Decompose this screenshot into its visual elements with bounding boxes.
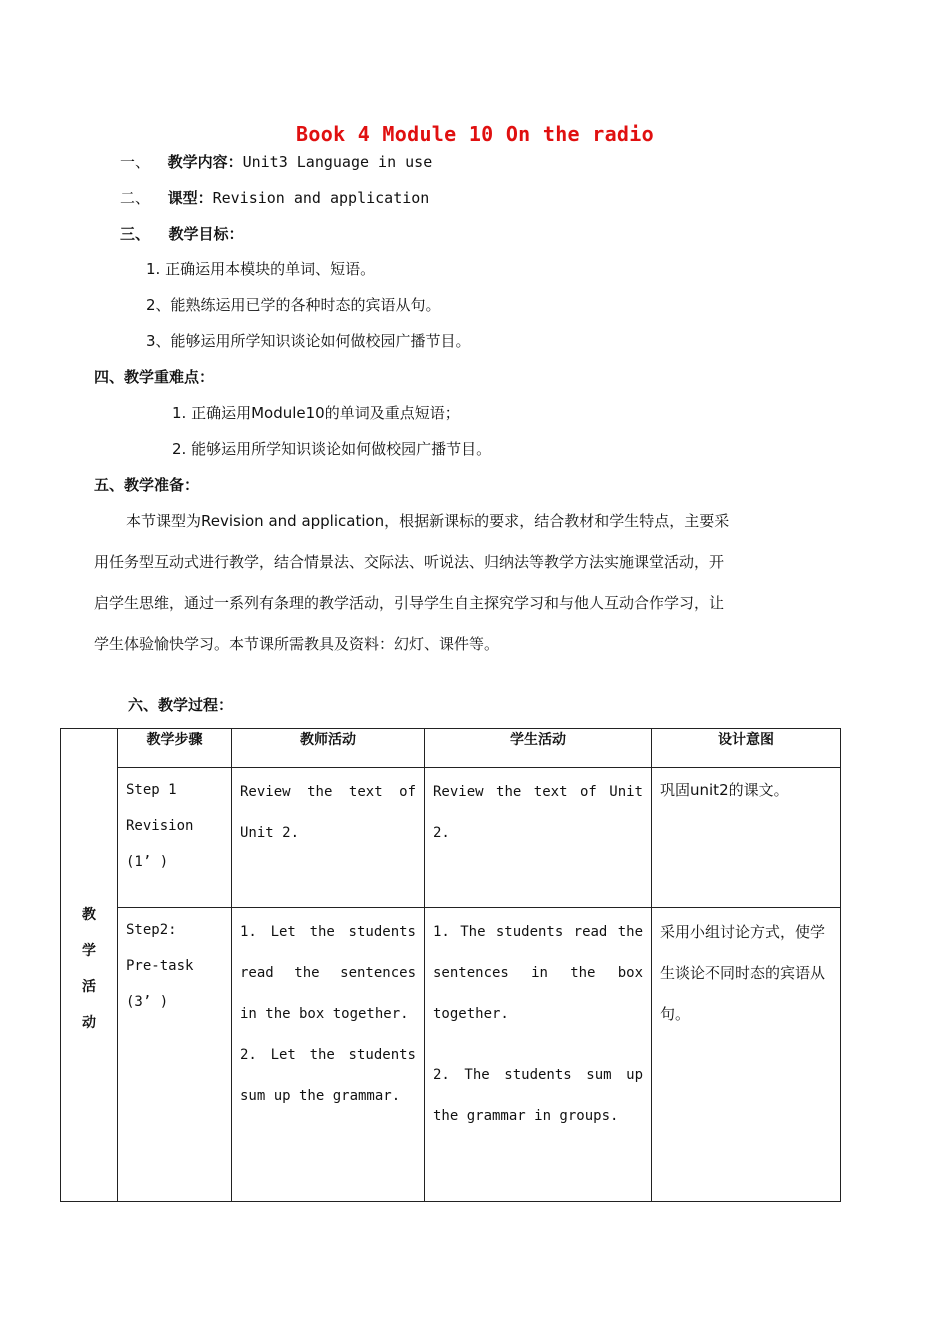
prep-line: 本节课型为Revision and application，根据新课标的要求，结合教材和学生特点，主要采 — [126, 512, 730, 530]
student-activity: Review the text of Unit 2. — [433, 784, 643, 841]
student-activity: 2. The students sum up the grammar in groups. — [433, 1067, 643, 1124]
section-6-label: 六、教学过程： — [128, 696, 234, 714]
table-row — [61, 908, 841, 1202]
side-char: 活 — [82, 979, 96, 995]
section-2-value: Revision and application — [212, 189, 430, 207]
section-4-label: 四、教学重难点： — [94, 368, 215, 386]
header-student: 学生活动 — [425, 729, 652, 768]
side-char: 学 — [82, 943, 96, 959]
section-1 — [120, 152, 432, 172]
step-line: Step2: — [126, 922, 177, 938]
document-title: Book 4 Module 10 On the radio — [296, 122, 654, 146]
goal-item: 3、能够运用所学知识谈论如何做校园广播节目。 — [146, 332, 471, 350]
section-1-number: 一、 — [120, 153, 151, 171]
section-3 — [120, 224, 244, 244]
header-purpose: 设计意图 — [652, 729, 841, 768]
side-char: 教 — [82, 907, 96, 923]
design-purpose: 巩固unit2的课文。 — [660, 781, 789, 799]
teaching-process-table — [60, 728, 841, 1202]
section-2 — [120, 188, 429, 208]
header-teacher: 教师活动 — [232, 729, 425, 768]
section-2-number: 二、 — [120, 189, 151, 207]
step-line: Revision — [126, 818, 194, 834]
step-line: Step 1 — [126, 782, 177, 798]
section-1-label: 教学内容： — [167, 153, 243, 171]
section-5-label: 五、教学准备： — [94, 476, 200, 494]
keypoint-item: 1. 正确运用Module10的单词及重点短语； — [172, 404, 460, 422]
step-line: Pre-task — [126, 958, 194, 974]
header-step: 教学步骤 — [118, 729, 232, 768]
goal-item: 1. 正确运用本模块的单词、短语。 — [146, 260, 376, 278]
table-header-row — [61, 729, 841, 768]
prep-line: 学生体验愉快学习。本节课所需教具及资料：幻灯、课件等。 — [94, 635, 500, 653]
prep-line: 启学生思维，通过一系列有条理的教学活动，引导学生自主探究学习和与他人互动合作学习，让 — [94, 594, 725, 612]
teacher-activity: 1. Let the students read the sentences in the box together. — [240, 924, 416, 1022]
table-row — [61, 768, 841, 908]
keypoint-item: 2. 能够运用所学知识谈论如何做校园广播节目。 — [172, 440, 492, 458]
side-label-cell — [61, 729, 118, 1202]
section-1-value: Unit3 Language in use — [242, 153, 433, 171]
step-line: (1’ ) — [126, 854, 169, 870]
design-purpose: 采用小组讨论方式，使学生谈论不同时态的宾语从句。 — [660, 923, 826, 1023]
section-2-label: 课型： — [167, 189, 213, 207]
goal-item: 2、能熟练运用已学的各种时态的宾语从句。 — [146, 296, 441, 314]
side-char: 动 — [82, 1015, 96, 1031]
teacher-activity: Review the text of Unit 2. — [240, 784, 416, 841]
step-line: (3’ ) — [126, 994, 169, 1010]
student-activity: 1. The students read the sentences in the box together. — [433, 924, 643, 1022]
teacher-activity: 2. Let the students sum up the grammar. — [240, 1047, 416, 1104]
prep-line: 用任务型互动式进行教学，结合情景法、交际法、听说法、归纳法等教学方法实施课堂活动，开 — [94, 553, 725, 571]
section-3-label: 教学目标： — [168, 225, 244, 243]
section-3-number: 三、 — [120, 225, 151, 243]
